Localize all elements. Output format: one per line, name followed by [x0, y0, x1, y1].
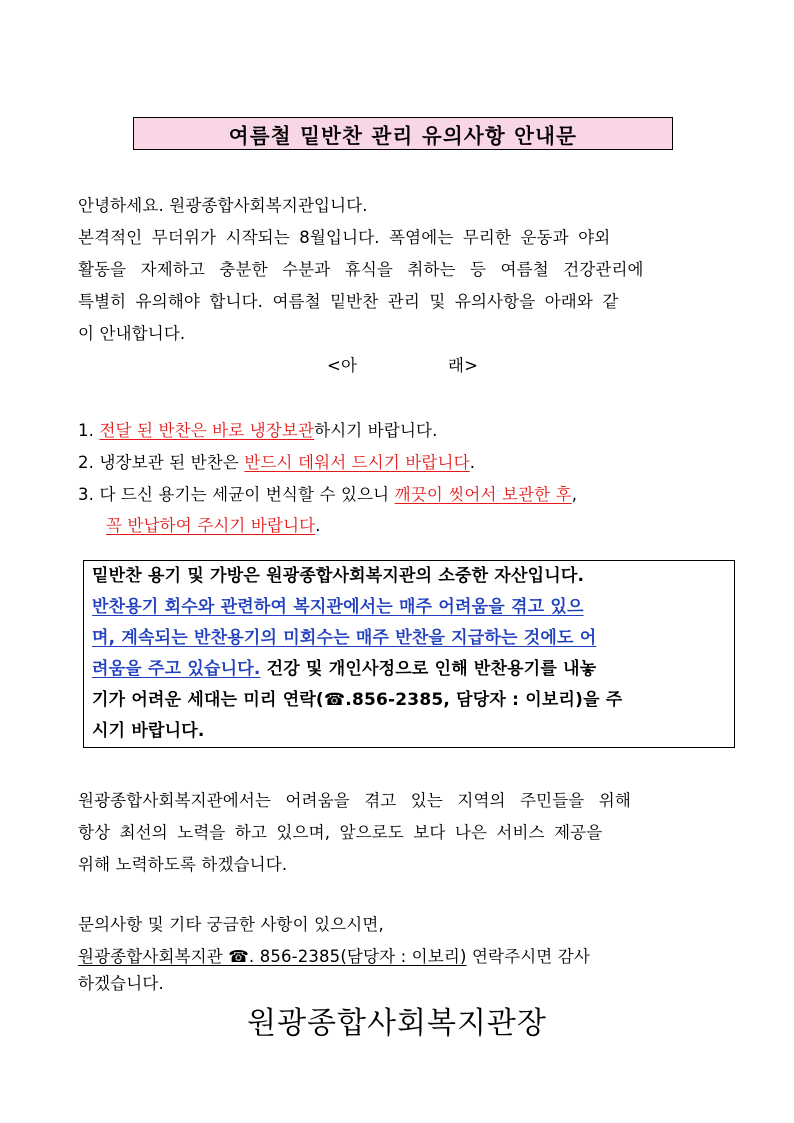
notice-emphasis: 려움을 주고 있습니다. [92, 659, 261, 679]
outro-line-1: 원광종합사회복지관에서는 어려움을 겪고 있는 지역의 주민들을 위해 [78, 791, 631, 810]
item-emphasis: 깨끗이 씻어서 보관한 후 [394, 485, 572, 504]
intro-line-3: 특별히 유의해야 합니다. 여름철 밑반찬 관리 및 유의사항을 아래와 같 [78, 292, 619, 311]
item-text: 다 드신 용기는 세균이 번식할 수 있으니 [99, 485, 395, 504]
contact-line-2 [78, 944, 590, 970]
item-end: , [571, 485, 578, 504]
list-item-3-cont [106, 513, 321, 539]
item-end-2: . [315, 516, 321, 535]
notice-text: 건강 및 개인사정으로 인해 반찬용기를 내놓 [260, 659, 597, 679]
intro-greeting: 안녕하세요. 원광종합사회복지관입니다. [78, 196, 368, 215]
notice-line-5: 기가 어려운 세대는 미리 연락(☎.856-2385, 담당자 : 이보리)을 주 [92, 690, 623, 710]
item-number: 1. [78, 421, 95, 440]
contact-phone: 원광종합사회복지관 ☎. 856-2385(담당자 : 이보리) [78, 947, 467, 966]
outro-line-3: 위해 노력하도록 하겠습니다. [78, 855, 288, 874]
notice-line-4 [92, 655, 596, 683]
page-title: 여름철 밑반찬 관리 유의사항 안내문 [228, 123, 578, 148]
item-number: 3. [78, 485, 95, 504]
notice-line-1: 밑반찬 용기 및 가방은 원광종합사회복지관의 소중한 자산입니다. [92, 566, 585, 586]
item-end: . [469, 453, 476, 472]
below-heading-left: <아 [327, 356, 358, 375]
contact-line-1: 문의사항 및 기타 궁금한 사항이 있으시면, [78, 915, 384, 934]
notice-line-3: 며, 계속되는 반찬용기의 미회수는 매주 반찬을 지급하는 것에도 어 [92, 628, 597, 648]
item-text: 냉장보관 된 반찬은 [99, 453, 245, 472]
notice-line-2: 반찬용기 회수와 관련하여 복지관에서는 매주 어려움을 겪고 있으 [92, 597, 584, 617]
intro-line-1: 본격적인 무더위가 시작되는 8월입니다. 폭염에는 무리한 운동과 야외 [78, 228, 611, 247]
below-heading-right: 래> [448, 356, 479, 375]
outro-line-2: 항상 최선의 노력을 하고 있으며, 앞으로도 보다 나은 서비스 제공을 [78, 823, 603, 842]
intro-line-2: 활동을 자제하고 충분한 수분과 휴식을 취하는 등 여름철 건강관리에 [78, 260, 644, 279]
list-item-2 [78, 450, 475, 476]
closing-signature: 원광종합사회복지관장 [247, 1006, 547, 1041]
list-item-1 [78, 418, 438, 444]
item-emphasis: 반드시 데워서 드시기 바랍니다 [244, 453, 470, 472]
title-box [133, 117, 673, 150]
contact-line-3: 하겠습니다. [78, 974, 164, 993]
notice-box [83, 560, 735, 748]
notice-line-6: 시기 바랍니다. [92, 721, 205, 741]
list-item-3 [78, 482, 577, 508]
item-text: 하시기 바랍니다. [314, 421, 438, 440]
contact-text: 연락주시면 감사 [466, 947, 590, 966]
item-number: 2. [78, 453, 95, 472]
item-emphasis: 전달 된 반찬은 바로 냉장보관 [99, 421, 315, 440]
intro-line-4: 이 안내합니다. [78, 324, 186, 343]
item-emphasis-2: 꼭 반납하여 주시기 바랍니다 [106, 516, 316, 535]
